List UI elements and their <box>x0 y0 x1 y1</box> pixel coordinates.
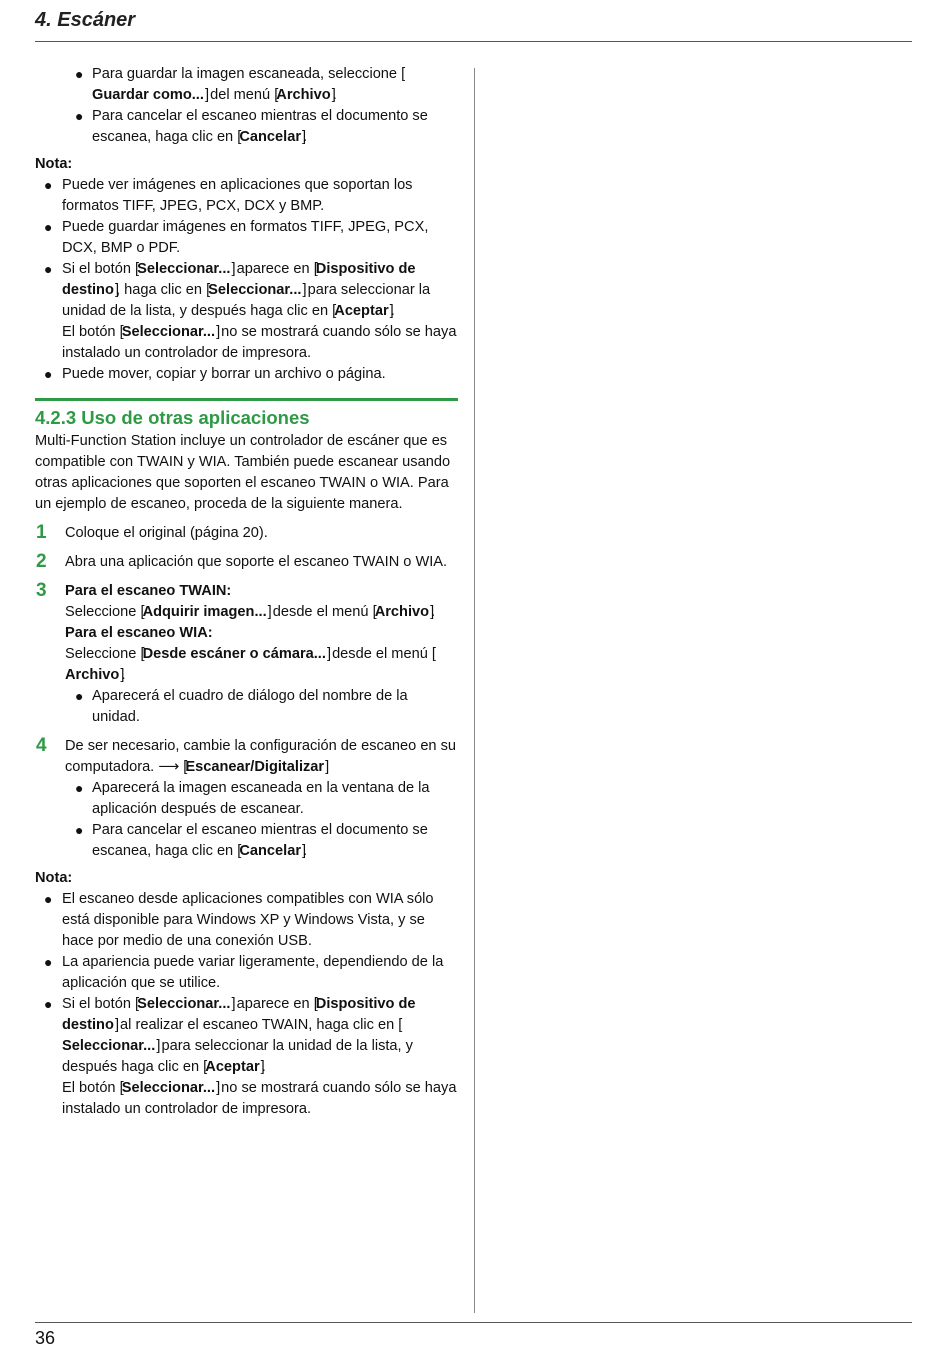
step-3: 3 Para el escaneo TWAIN: Seleccione [ Adquirir imagen... ] desde el menú [ Archivo ] . Para el escaneo WIA: Seleccione [ Desde escáner o cámara... ] desde el menú [ Archivo ] . ● Aparecerá el cuadro de diálogo del nombre de la unidad. <box>35 581 458 728</box>
ui-reference: [ Seleccionar... ] <box>120 1080 218 1096</box>
ui-reference: [ Dispositivo de destino ] <box>62 996 416 1033</box>
bullet-icon: ● <box>44 177 53 193</box>
list-item: ● Para cancelar el escaneo mientras el documento se escanea, haga clic en [ Cancelar ] . <box>35 106 458 148</box>
bullet-icon: ● <box>44 366 53 382</box>
ui-reference: [ Seleccionar... ] <box>135 996 233 1012</box>
list-item: ● El escaneo desde aplicaciones compatibles con WIA sólo está disponible para Windows XP y Windows Vista, y se hace por medio de una conexión USB. <box>44 891 434 949</box>
ui-reference: [ Seleccionar... ] <box>135 261 233 277</box>
list-item: ● Si el botón [ Seleccionar... ] aparece en [ Dispositivo de destino ] , haga clic en [ Seleccionar... ] para seleccionar la unidad de la lista, y después haga clic en [ Aceptar ] . El botón [ Seleccionar... ] no se mostrará cuando sólo se haya instalado un controlador de impresora. <box>35 259 458 364</box>
bullet-icon: ● <box>44 891 53 907</box>
ui-reference: [ Desde escáner o cámara... ] <box>140 646 328 662</box>
bullet-icon: ● <box>44 954 53 970</box>
step-4: 4 De ser necesario, cambie la configuración de escaneo en su computadora. ⟶ [ Escanear/Digitalizar ] ● Aparecerá la imagen escaneada en la ventana de la aplicación después de escanear. ● Para cancelar el escaneo mientras el documento se escanea, haga clic en [ Cancelar ] . <box>35 736 458 862</box>
step-subheading: Para el escaneo WIA: <box>65 625 213 641</box>
section-intro: Multi-Function Station incluye un controlador de escáner que es compatible con TWAIN y WIA. También puede escanear usando otras aplicaciones que soporten el escaneo TWAIN o WIA. Para un ejemplo de escaneo, proceda de la siguiente manera. <box>35 433 451 512</box>
note-label: Nota: <box>35 870 73 886</box>
step-2: 2 Abra una aplicación que soporte el escaneo TWAIN o WIA. <box>35 552 458 573</box>
bullet-icon: ● <box>75 108 84 124</box>
page-number: 36 <box>35 1328 56 1348</box>
list-item: ● Aparecerá el cuadro de diálogo del nombre de la unidad. <box>75 688 408 725</box>
list-item: ● Puede ver imágenes en aplicaciones que soportan los formatos TIFF, JPEG, PCX, DCX y BMP. <box>44 177 413 214</box>
bullet-icon: ● <box>75 66 84 82</box>
bullet-icon: ● <box>75 688 84 704</box>
ui-reference: [ Guardar como... ] <box>92 66 402 103</box>
step-number: 1 <box>36 522 47 543</box>
step-number: 3 <box>36 580 47 601</box>
ui-reference: [ Archivo ] <box>65 646 433 683</box>
ui-reference: [ Archivo ] <box>373 604 432 620</box>
left-column <box>35 64 458 1120</box>
step-1: 1 Coloque el original (página 20). <box>35 523 458 544</box>
header-rule <box>35 41 912 42</box>
note-label: Nota: <box>35 156 73 172</box>
ui-reference: [ Adquirir imagen... ] <box>140 604 268 620</box>
bullet-icon: ● <box>75 822 84 838</box>
ui-reference: [ Cancelar ] <box>237 129 303 145</box>
list-item: ● Si el botón [ Seleccionar... ] aparece en [ Dispositivo de destino ] al realizar el escaneo TWAIN, haga clic en [ Seleccionar... ] para seleccionar la unidad de la lista, y después haga clic en [ Aceptar ] . El botón [ Seleccionar... ] no se mostrará cuando sólo se haya instalado un controlador de impresora. <box>35 994 458 1120</box>
list-item: ● Aparecerá la imagen escaneada en la ventana de la aplicación después de escanear. <box>75 780 430 817</box>
ui-reference: [ Escanear/Digitalizar ] <box>183 759 326 775</box>
list-item: ● Para cancelar el escaneo mientras el documento se escanea, haga clic en [ Cancelar ] . <box>65 820 458 862</box>
ui-reference: [ Seleccionar... ] <box>62 1017 399 1054</box>
bullet-icon: ● <box>44 261 53 277</box>
ui-reference: [ Aceptar ] <box>332 303 391 319</box>
page-header-title: 4. Escáner <box>35 9 136 31</box>
step-number: 4 <box>36 735 47 756</box>
ui-reference: [ Cancelar ] <box>237 843 303 859</box>
bullet-icon: ● <box>44 219 53 235</box>
list-item: ● La apariencia puede variar ligeramente, dependiendo de la aplicación que se utilice. <box>44 954 444 991</box>
list-item: ● Para guardar la imagen escaneada, seleccione [ Guardar como... ] del menú [ Archivo ] . <box>35 64 458 106</box>
ui-reference: [ Seleccionar... ] <box>206 282 304 298</box>
bullet-icon: ● <box>44 996 53 1012</box>
column-divider <box>474 68 475 1313</box>
bullet-icon: ● <box>75 780 84 796</box>
ui-reference: [ Archivo ] <box>274 87 333 103</box>
list-item: ● Puede guardar imágenes en formatos TIFF, JPEG, PCX, DCX, BMP o PDF. <box>44 219 429 256</box>
section-rule <box>35 398 458 401</box>
ui-reference: [ Dispositivo de destino ] <box>62 261 416 298</box>
ui-reference: [ Aceptar ] <box>203 1059 262 1075</box>
step-subheading: Para el escaneo TWAIN: <box>65 583 232 599</box>
section-title: 4.2.3 Uso de otras aplicaciones <box>35 407 310 428</box>
step-number: 2 <box>36 551 47 572</box>
footer-rule <box>35 1322 912 1323</box>
arrow-right-icon: ⟶ <box>158 759 180 775</box>
list-item: ● Puede mover, copiar y borrar un archivo o página. <box>35 364 458 385</box>
ui-reference: [ Seleccionar... ] <box>120 324 218 340</box>
